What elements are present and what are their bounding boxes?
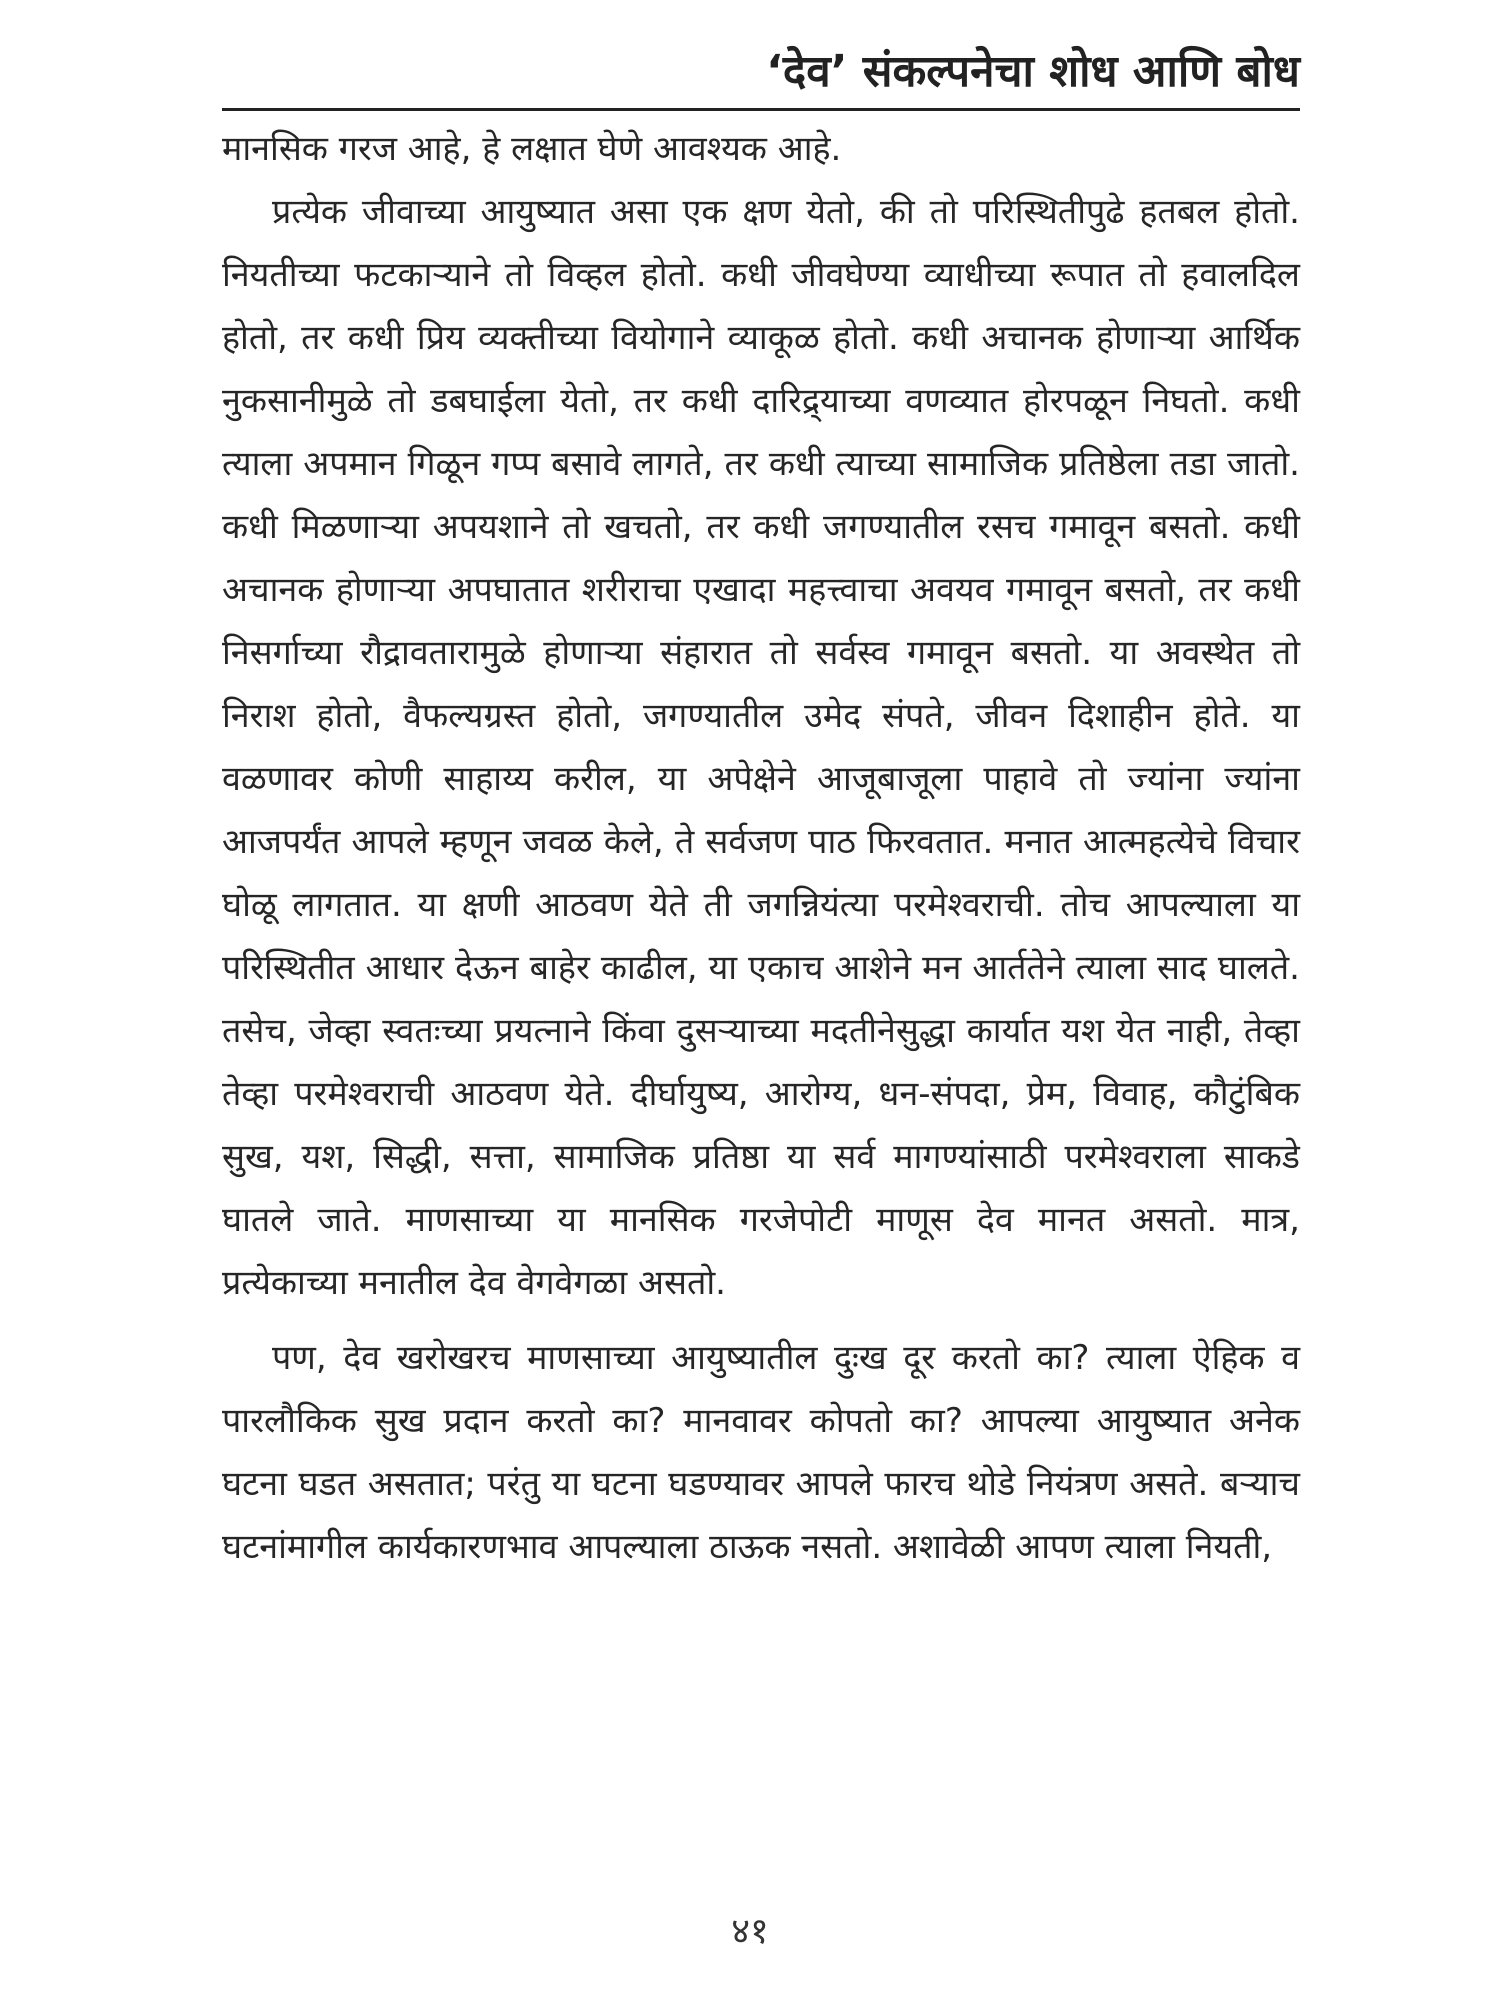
running-head-title: ‘देव’ संकल्पनेचा शोध आणि बोध <box>766 46 1300 97</box>
body-text <box>222 118 1300 1579</box>
paragraph-continued: मानसिक गरज आहे, हे लक्षात घेणे आवश्यक आहे. <box>222 129 842 169</box>
header-rule <box>222 108 1300 111</box>
page-number: ४१ <box>731 1911 769 1952</box>
paragraph: प्रत्येक जीवाच्या आयुष्यात असा एक क्षण येतो, की तो परिस्थितीपुढे हतबल होतो. नियतीच्या फटकाऱ्याने तो विव्हल होतो. कधी जीवघेण्या व्याधीच्या रूपात तो हवालदिल होतो, तर कधी प्रिय व्यक्तीच्या वियोगाने व्याकूळ होतो. कधी अचानक होणाऱ्या आर्थिक नुकसानीमुळे तो डबघाईला येतो, तर कधी दारिद्र्याच्या वणव्यात होरपळून निघतो. कधी त्याला अपमान गिळून गप्प बसावे लागते, तर कधी त्याच्या सामाजिक प्रतिष्ठेला तडा जातो. कधी मिळणाऱ्या अपयशाने तो खचतो, तर कधी जगण्यातील रसच गमावून बसतो. कधी अचानक होणाऱ्या अपघातात शरीराचा एखादा महत्त्वाचा अवयव गमावून बसतो, तर कधी निसर्गाच्या रौद्रावतारामुळे होणाऱ्या संहारात तो सर्वस्व गमावून बसतो. या अवस्थेत तो निराश होतो, वैफल्यग्रस्त होतो, जगण्यातील उमेद संपते, जीवन दिशाहीन होते. या वळणावर कोणी साहाय्य करील, या अपेक्षेने आजूबाजूला पाहावे तो ज्यांना ज्यांना आजपर्यंत आपले म्हणून जवळ केले, ते सर्वजण पाठ फिरवतात. मनात आत्महत्येचे विचार घोळू लागतात. या क्षणी आठवण येते ती जगन्नियंत्या परमेश्वराची. तोच आपल्याला या परिस्थितीत आधार देऊन बाहेर काढील, या एकाच आशेने मन आर्ततेने त्याला साद घालते. तसेच, जेव्हा स्वतःच्या प्रयत्नाने किंवा दुसऱ्याच्या मदतीनेसुद्धा कार्यात यश येत नाही, तेव्हा तेव्हा परमेश्वराची आठवण येते. दीर्घायुष्य, आरोग्य, धन-संपदा, प्रेम, विवाह, कौटुंबिक सुख, यश, सिद्धी, सत्ता, सामाजिक प्रतिष्ठा या सर्व मागण्यांसाठी परमेश्वराला साकडे घातले जाते. माणसाच्या या मानसिक गरजेपोटी माणूस देव मानत असतो. मात्र, प्रत्येकाच्या मनातील देव वेगवेगळा असतो. <box>222 192 1300 1303</box>
paragraph: पण, देव खरोखरच माणसाच्या आयुष्यातील दुःख दूर करतो का? त्याला ऐहिक व पारलौकिक सुख प्रदान करतो का? मानवावर कोपतो का? आपल्या आयुष्यात अनेक घटना घडत असतात; परंतु या घटना घडण्यावर आपले फारच थोडे नियंत्रण असते. बऱ्याच घटनांमागील कार्यकारणभाव आपल्याला ठाऊक नसतो. अशावेळी आपण त्याला नियती, <box>222 1338 1300 1567</box>
